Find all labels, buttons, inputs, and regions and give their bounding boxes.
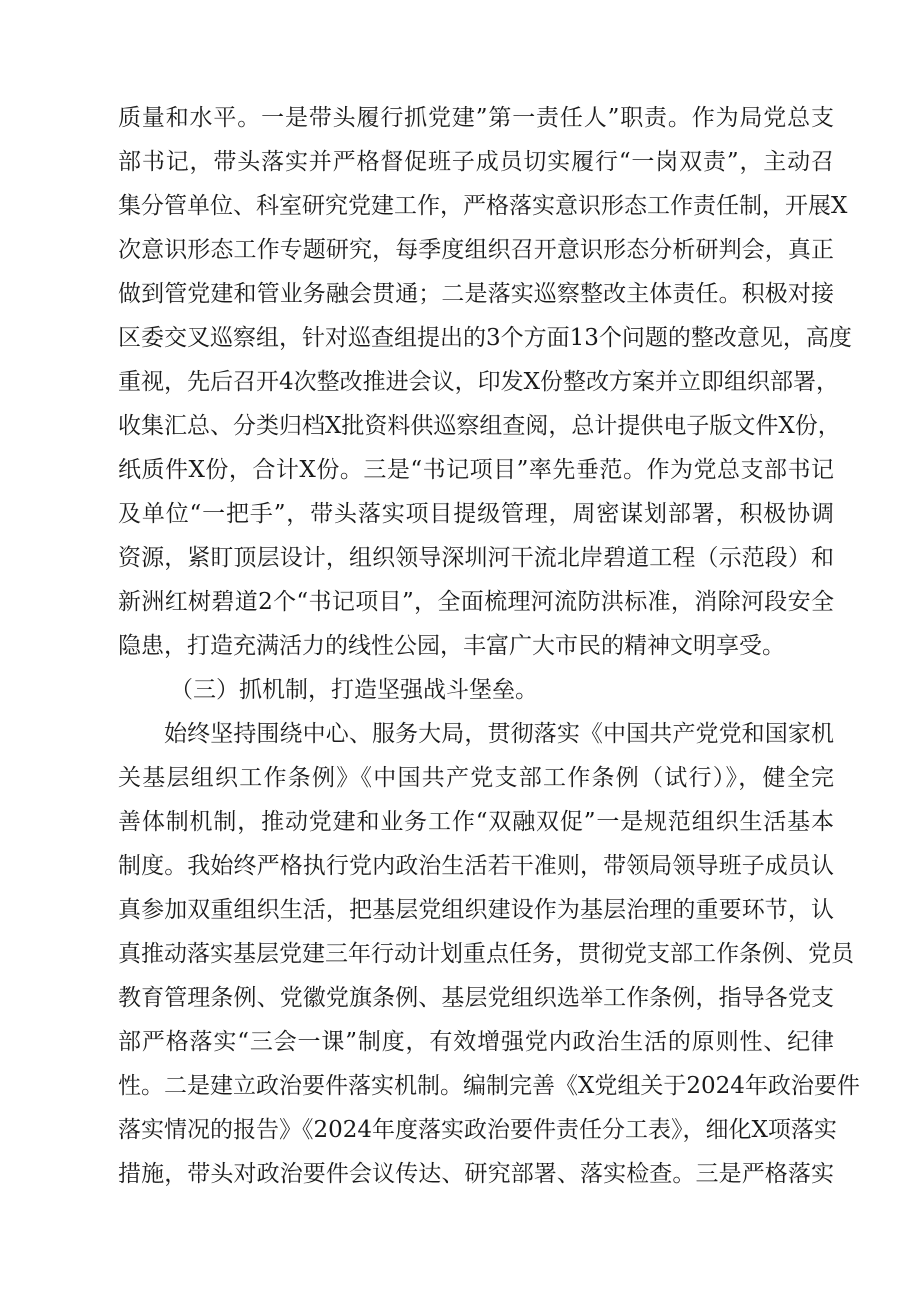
body-text-line: 做到管党建和管业务融会贯通；二是落实巡察整改主体责任。积极对接 (118, 281, 834, 307)
body-text-line: 集分管单位、科室研究党建工作，严格落实意识形态工作责任制，开展X (118, 193, 848, 219)
body-text-line: 重视，先后召开4次整改推进会议，印发X份整改方案并立即组织部署， (118, 369, 840, 395)
body-text-line: 教育管理条例、党徽党旗条例、基层党组织选举工作条例，指导各党支 (118, 985, 834, 1011)
body-text-line: 始终坚持围绕中心、服务大局，贯彻落实《中国共产党党和国家机 (164, 721, 834, 747)
body-text-line: 部书记，带头落实并严格督促班子成员切实履行“一岗双责”，主动召 (118, 149, 834, 175)
body-text-line: 部严格落实“三会一课”制度，有效增强党内政治生活的原则性、纪律 (118, 1029, 834, 1055)
body-text-line: 次意识形态工作专题研究，每季度组织召开意识形态分析研判会，真正 (118, 237, 834, 263)
body-text-line: 质量和水平。一是带头履行抓党建”第一责任人”职责。作为局党总支 (118, 105, 834, 131)
body-text-line: 善体制机制，推动党建和业务工作“双融双促”一是规范组织生活基本 (118, 809, 834, 835)
body-text-line: 新洲红树碧道2个“书记项目”，全面梳理河流防洪标准，消除河段安全 (118, 589, 834, 615)
body-text-line: 资源，紧盯顶层设计，组织领导深圳河干流北岸碧道工程（示范段）和 (118, 545, 834, 571)
body-text-line: 关基层组织工作条例》《中国共产党支部工作条例（试行）》，健全完 (118, 765, 834, 791)
body-text-line: 收集汇总、分类归档X批资料供巡察组查阅，总计提供电子版文件X份， (118, 413, 841, 439)
body-text-line: 区委交叉巡察组，针对巡查组提出的3个方面13个问题的整改意见，高度 (118, 325, 852, 351)
body-text-line: 及单位“一把手”，带头落实项目提级管理，周密谋划部署，积极协调 (118, 501, 834, 527)
body-text-line: 隐患，打造充满活力的线性公园，丰富广大市民的精神文明享受。 (118, 633, 785, 659)
body-text-line: 真参加双重组织生活，把基层党组织建设作为基层治理的重要环节，认 (118, 897, 834, 923)
section-heading: （三）抓机制，打造坚强战斗堡垒。 (170, 677, 538, 703)
body-text-line: 落实情况的报告》《2024年度落实政治要件责任分工表》，细化X项落实 (118, 1117, 837, 1143)
body-text-line: 纸质件X份，合计X份。三是“书记项目”率先垂范。作为党总支部书记 (118, 457, 834, 483)
body-text-line: 制度。我始终严格执行党内政治生活若干准则，带领局领导班子成员认 (118, 853, 834, 879)
body-text-line: 措施，带头对政治要件会议传达、研究部署、落实检查。三是严格落实 (118, 1161, 834, 1187)
body-text-line: 性。二是建立政治要件落实机制。编制完善《X党组关于2024年政治要件 (118, 1073, 860, 1099)
body-text-line: 真推动落实基层党建三年行动计划重点任务，贯彻党支部工作条例、党员 (118, 941, 854, 967)
